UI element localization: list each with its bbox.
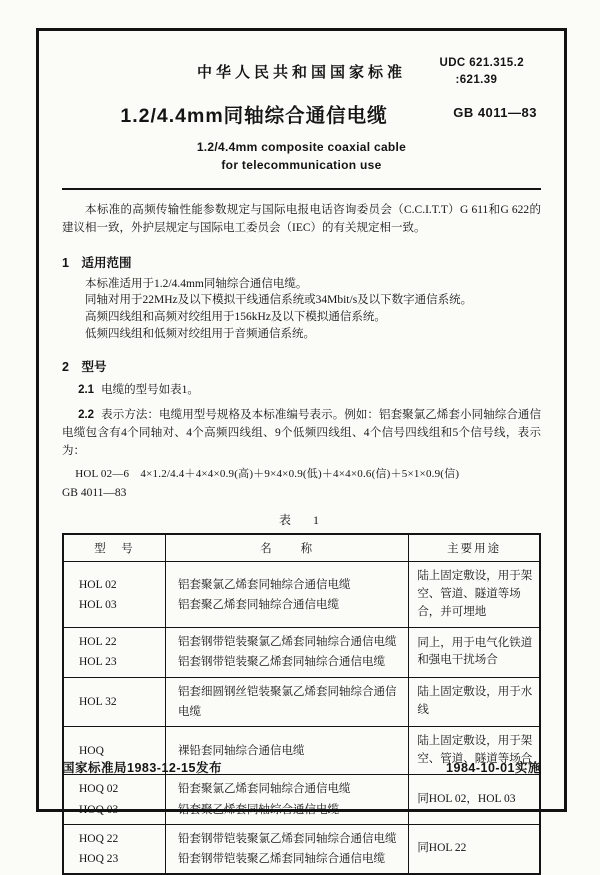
name-cell xyxy=(166,677,409,726)
title-english-line-2: for telecommunication use xyxy=(221,158,382,172)
table-row xyxy=(63,628,540,677)
intro-paragraph: 本标准的高频传输性能参数规定与国际电报电话咨询委员会（C.C.I.T.T）G 611和G 622的建议相一致，外护层规定与国际电工委员会（IEC）的有关规定相一致。 xyxy=(62,204,541,234)
model-cell xyxy=(63,677,166,726)
model-designation-standard-no: GB 4011—83 xyxy=(62,486,127,499)
clause-text: 电缆的型号如表1。 xyxy=(101,384,199,397)
name-cell xyxy=(166,561,409,627)
usage-cell: 同HOL 02，HOL 03 xyxy=(409,775,540,824)
scope-line: 低频四线组和低频对绞组用于音频通信系统。 xyxy=(85,327,315,340)
udc-line-1: UDC 621.315.2 xyxy=(439,57,524,69)
model-code: HOQ 23 xyxy=(79,852,119,865)
title-english xyxy=(62,138,541,174)
col-header-name: 名 称 xyxy=(166,534,409,561)
model-code: HOQ 02 xyxy=(79,783,119,796)
page-title: 1.2/4.4mm同轴综合通信电缆 xyxy=(120,105,388,127)
cable-name: 铝套细圆钢丝铠装聚氯乙烯套同轴综合通信电缆 xyxy=(178,685,397,718)
scope-line: 高频四线组和高频对绞组用于156kHz及以下模拟通信系统。 xyxy=(85,310,386,323)
col-header-model: 型 号 xyxy=(63,534,166,561)
scope-line: 本标准适用于1.2/4.4mm同轴综合通信电缆。 xyxy=(85,277,308,290)
title-row xyxy=(62,100,541,126)
model-code: HOQ 22 xyxy=(79,832,119,845)
table-row xyxy=(63,561,540,627)
col-header-usage: 主要用途 xyxy=(409,534,540,561)
cable-name: 铅套聚乙烯套同轴综合通信电缆 xyxy=(178,803,340,816)
scope-line: 同轴对用于22MHz及以下模拟干线通信系统或34Mbit/s及以下数字通信系统。 xyxy=(85,294,473,307)
page-frame xyxy=(36,28,567,865)
model-table xyxy=(62,533,541,875)
udc-number xyxy=(440,55,524,88)
table-row xyxy=(63,775,540,824)
model-code: HOL 03 xyxy=(79,598,117,611)
model-code: HOQ xyxy=(79,744,104,757)
table-row xyxy=(63,677,540,726)
clause-2-2 xyxy=(62,407,541,460)
clause-number: 2.1 xyxy=(78,384,95,397)
cable-name: 铅套钢带铠装聚乙烯套同轴综合通信电缆 xyxy=(178,852,386,865)
publish-info: 国家标准局1983-12-15发布 xyxy=(62,761,222,775)
clause-text: 表示方法：电缆用型号规格及本标准编号表示。例如：铝套聚氯乙烯套小同轴综合通信电缆包含有4个同轴对、4个高频四线组、9个低频四线组、4个信号四线组和5个信号线，表示为： xyxy=(62,409,541,457)
model-cell xyxy=(63,824,166,874)
model-cell xyxy=(63,628,166,677)
usage-cell: 同上，用于电气化铁道和强电干扰场合 xyxy=(409,628,540,677)
model-cell xyxy=(63,561,166,627)
section-1-content xyxy=(62,276,541,343)
section-1-heading: 1 适用范围 xyxy=(62,255,132,270)
usage-cell: 同HOL 22 xyxy=(409,824,540,874)
title-english-line-1: 1.2/4.4mm composite coaxial cable xyxy=(196,140,407,154)
model-code: HOL 22 xyxy=(79,636,117,649)
name-cell xyxy=(166,628,409,677)
clause-number: 2.2 xyxy=(78,409,95,422)
cable-name: 铝套聚乙烯套同轴综合通信电缆 xyxy=(178,598,340,611)
standard-org-title: 中华人民共和国国家标准 xyxy=(196,64,406,81)
table-body xyxy=(63,561,540,874)
name-cell xyxy=(166,775,409,824)
standard-number: GB 4011—83 xyxy=(453,105,537,120)
footer xyxy=(62,758,541,776)
model-designation-example: HOL 02—6 4×1.2/4.4＋4×4×0.9(高)＋9×4×0.9(低)＋4×4×0.6(信)＋5×1×0.9(信) xyxy=(75,467,460,480)
model-code: HOL 32 xyxy=(79,695,117,708)
clause-2-1 xyxy=(62,382,541,400)
cable-name: 铅套聚氯乙烯套同轴综合通信电缆 xyxy=(178,783,351,796)
cable-name: 铝套钢带铠装聚氯乙烯套同轴综合通信电缆 xyxy=(178,636,397,649)
cable-name: 铅套钢带铠装聚氯乙烯套同轴综合通信电缆 xyxy=(178,832,397,845)
table-caption: 表 1 xyxy=(278,513,324,528)
model-code: HOL 02 xyxy=(79,578,117,591)
table-row xyxy=(63,824,540,874)
cable-name: 铝套钢带铠装聚乙烯套同轴综合通信电缆 xyxy=(178,656,386,669)
name-cell xyxy=(166,824,409,874)
model-code: HOQ 03 xyxy=(79,803,119,816)
section-2-heading: 2 型号 xyxy=(62,360,107,375)
table-header xyxy=(63,534,540,561)
usage-cell: 陆上固定敷设，用于架空、管道、隧道等场合 xyxy=(409,726,540,775)
model-cell xyxy=(63,775,166,824)
cable-name: 铝套聚氯乙烯套同轴综合通信电缆 xyxy=(178,578,351,591)
implement-info: 1984-10-01实施 xyxy=(446,761,541,775)
usage-cell: 陆上固定敷设，用于架空、管道、隧道等场合，并可埋地 xyxy=(409,561,540,627)
cable-name: 裸铅套同轴综合通信电缆 xyxy=(178,744,305,757)
model-code: HOL 23 xyxy=(79,656,117,669)
usage-cell: 陆上固定敷设，用于水线 xyxy=(409,677,540,726)
header-divider xyxy=(62,188,541,190)
udc-line-2: :621.39 xyxy=(455,73,498,86)
